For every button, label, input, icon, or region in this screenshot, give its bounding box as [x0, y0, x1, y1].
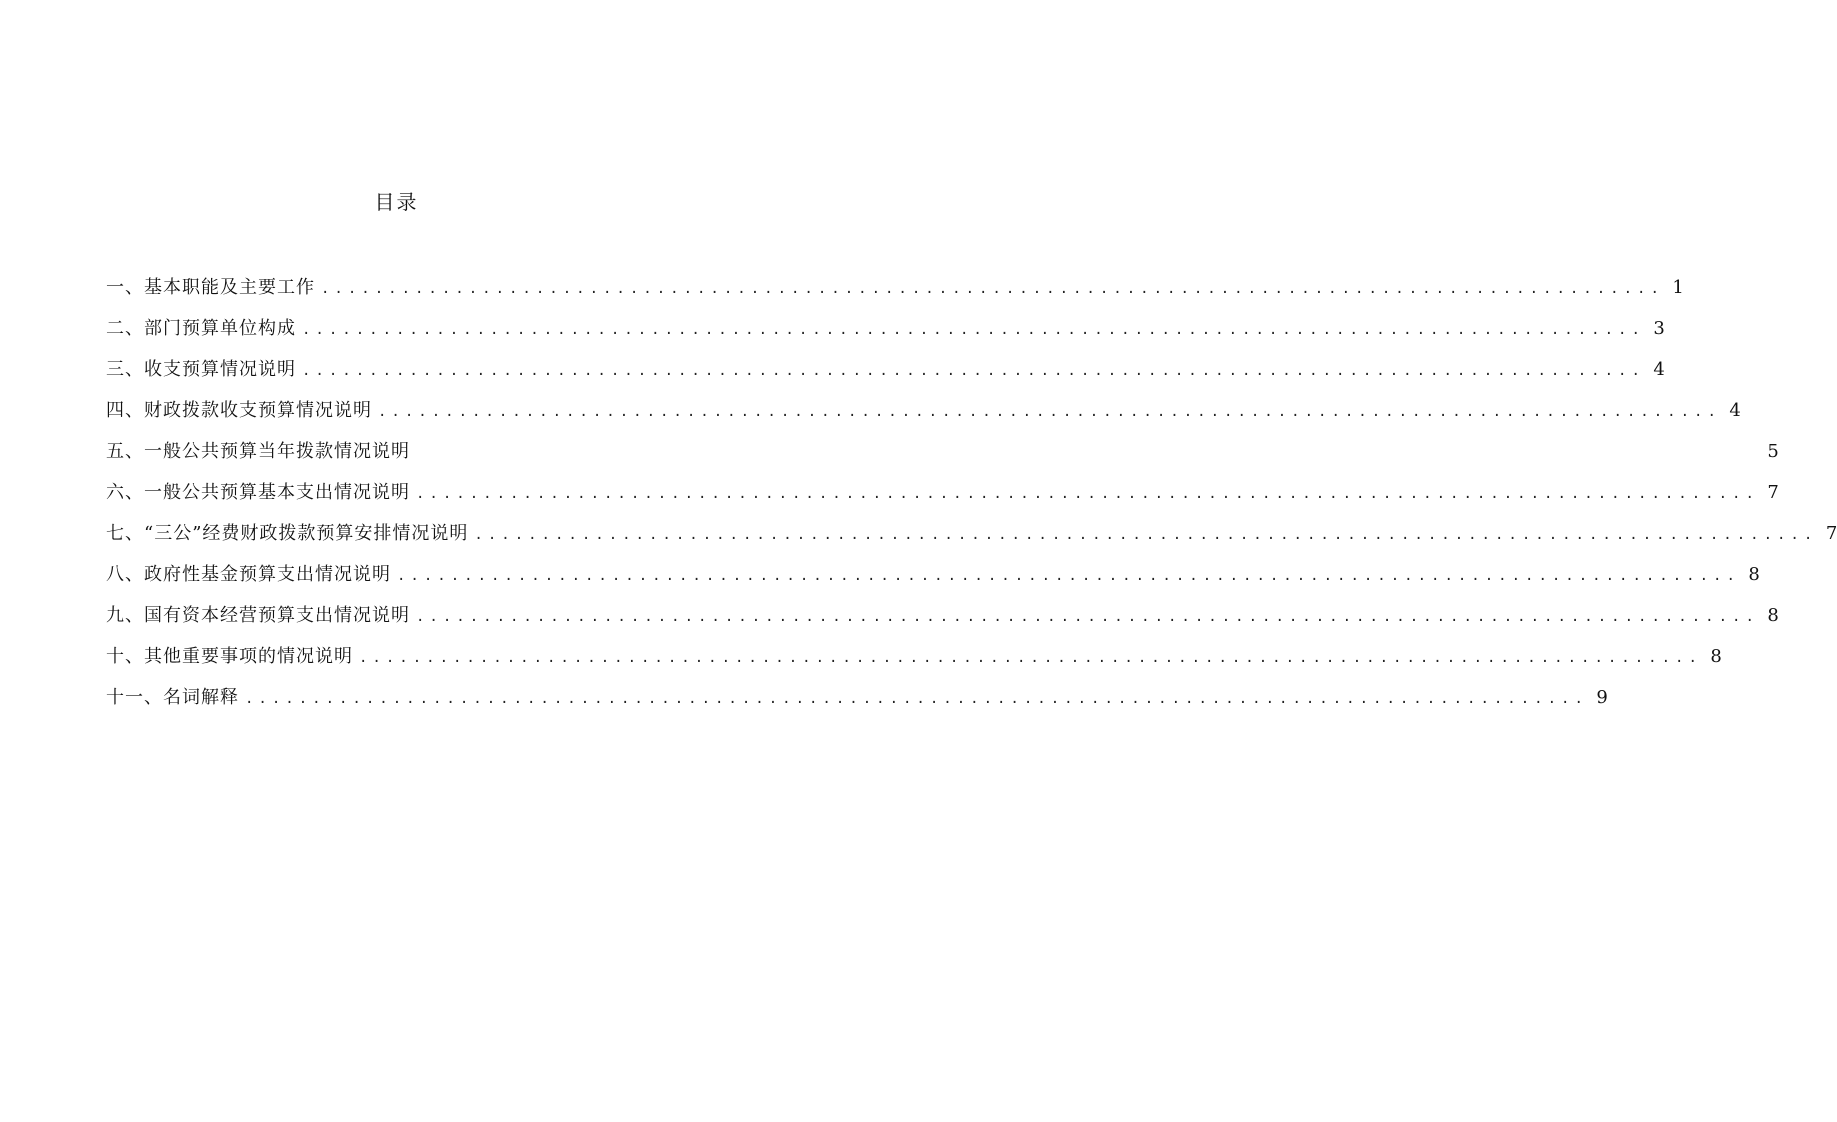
- toc-entry-page: 8: [1748, 564, 1760, 585]
- toc-leader-dots: ....................................................................................................: [416, 609, 1759, 625]
- toc-entry[interactable]: [106, 680, 1608, 721]
- toc-entry-label: 十一、名词解释: [106, 687, 239, 708]
- toc-entry[interactable]: [106, 557, 1760, 598]
- page-title: 目录: [374, 190, 419, 214]
- toc-leader-dots: ....................................................................................................: [302, 363, 1645, 379]
- toc-entry-page: 8: [1710, 646, 1722, 667]
- toc-entry-label: 一、基本职能及主要工作: [106, 277, 315, 298]
- toc-entry[interactable]: [106, 270, 1684, 311]
- toc-leader-dots: ....................................................................................................: [302, 322, 1645, 338]
- toc-entry-label: 五、一般公共预算当年拨款情况说明: [106, 441, 410, 462]
- toc-leader-dots: ....................................................................................................: [245, 691, 1588, 707]
- toc-entry-page: 4: [1729, 400, 1741, 421]
- toc-entry-label: 二、部门预算单位构成: [106, 318, 296, 339]
- toc-entry[interactable]: [106, 393, 1741, 434]
- toc-entry-page: 1: [1672, 277, 1684, 298]
- toc-entry-label: 六、一般公共预算基本支出情况说明: [106, 482, 410, 503]
- toc-leader-dots: ....................................................................................................: [378, 404, 1721, 420]
- toc-leader-dots: ....................................................................................................: [397, 568, 1740, 584]
- toc-leader-dots: ....................................................................................................: [474, 527, 1818, 543]
- toc-entry[interactable]: [106, 434, 1779, 475]
- toc-entry-label: 七、“三公”经费财政拨款预算安排情况说明: [106, 523, 469, 544]
- toc-leader-dots: ....................................................................................................: [416, 486, 1759, 502]
- toc-entry-page: 3: [1653, 318, 1665, 339]
- toc-entry-page: 7: [1825, 523, 1837, 544]
- toc-entry[interactable]: [106, 475, 1779, 516]
- toc-entry-page: 8: [1767, 605, 1779, 626]
- toc-entry-label: 十、其他重要事项的情况说明: [106, 646, 353, 667]
- toc-entry[interactable]: [106, 639, 1722, 680]
- toc-leader-dots: ....................................................................................................: [321, 281, 1664, 297]
- toc-entry[interactable]: [106, 311, 1665, 352]
- toc-entry-page: 9: [1596, 687, 1608, 708]
- toc-entry-page: 5: [1767, 441, 1779, 462]
- toc-entry-page: 7: [1767, 482, 1779, 503]
- toc-entry[interactable]: [106, 598, 1779, 639]
- toc-entry-label: 四、财政拨款收支预算情况说明: [106, 400, 372, 421]
- toc-entry-label: 九、国有资本经营预算支出情况说明: [106, 605, 410, 626]
- toc-entry[interactable]: [106, 352, 1665, 393]
- toc-entry-label: 三、收支预算情况说明: [106, 359, 296, 380]
- table-of-contents: [106, 270, 1837, 721]
- toc-entry-label: 八、政府性基金预算支出情况说明: [106, 564, 391, 585]
- toc-leader-dots: ....................................................................................................: [359, 650, 1702, 666]
- toc-entry[interactable]: [106, 516, 1837, 557]
- toc-entry-page: 4: [1653, 359, 1665, 380]
